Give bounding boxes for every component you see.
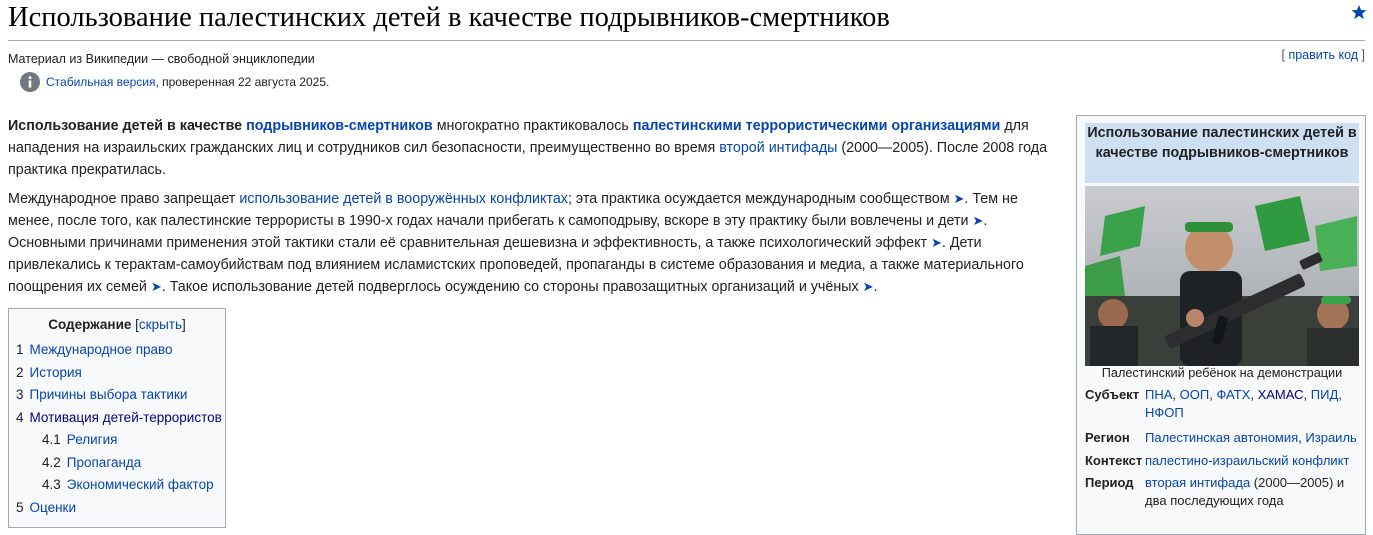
edit-code-section [1282, 48, 1366, 62]
infobox-row-period [1085, 474, 1361, 510]
toc-item[interactable] [9, 339, 225, 362]
toc-item[interactable] [9, 497, 225, 520]
link-palestinian-authority[interactable]: Палестинская автономия [1145, 430, 1299, 445]
toc-item[interactable] [9, 384, 225, 407]
toc-link[interactable]: Оценки [29, 499, 77, 515]
link-hamas[interactable]: ХАМАС [1257, 387, 1304, 402]
infobox-row-subject [1085, 386, 1361, 422]
toc-title: Содержание [48, 317, 132, 332]
separator: , [1303, 387, 1311, 402]
stable-version-link[interactable]: Стабильная версия [46, 75, 156, 89]
link-pflp[interactable]: НФОП [1145, 405, 1184, 420]
toc-number: 4.3 [42, 477, 61, 492]
link-suicide-bombers[interactable]: подрывников-смертников [246, 118, 433, 134]
toc-number: 4.2 [42, 454, 61, 470]
link-second-intifada[interactable]: второй интифады [719, 140, 838, 156]
infobox-label: Период [1085, 475, 1134, 490]
toc-link[interactable]: Международное право [29, 342, 173, 357]
separator: , [1338, 387, 1342, 402]
toc-link[interactable]: Экономический фактор [66, 477, 214, 492]
toc-item[interactable] [9, 429, 225, 452]
lead-bold-text: Использование детей в качестве [8, 118, 247, 134]
text: . Тем не менее, после того, как палестинские террористы в 1990-х годах начали прибегать к самоподрыву, вскоре в эту практику были вовлечены и дети [8, 191, 1018, 229]
link-second-intifada-infobox[interactable]: вторая интифада [1145, 475, 1251, 490]
reference-arrow-icon[interactable]: ➤ [953, 191, 965, 206]
reference-arrow-icon[interactable]: ➤ [931, 235, 942, 250]
infobox-image[interactable] [1085, 186, 1359, 366]
reference-arrow-icon[interactable]: ➤ [862, 279, 874, 294]
toc-item[interactable] [9, 452, 225, 475]
toc-link[interactable]: Причины выбора тактики [29, 387, 188, 402]
toc-item[interactable] [9, 362, 225, 385]
link-palestinian-terror-orgs[interactable]: палестинскими террористическими организациями [632, 118, 1001, 134]
text: Международное право запрещает [8, 191, 240, 207]
infobox-value [1145, 452, 1361, 470]
text: для нападения на израильских гражданских лиц и сотрудников сил безопасности, преимущественно во время [8, 118, 1029, 156]
link-fatah[interactable]: ФАТХ [1216, 387, 1251, 402]
lead-paragraph-2 [8, 188, 1064, 298]
toc-link[interactable]: Религия [66, 432, 118, 447]
infobox-value [1145, 474, 1361, 510]
text: . Дети привлекались к терактам-самоубийствам под влиянием исламистских проповедей, пропаганды в системе образования и медиа, а также материального поощрения их семей [8, 235, 1024, 295]
stable-version-notice [20, 72, 329, 92]
separator: , [1298, 430, 1306, 445]
separator: , [1209, 387, 1217, 402]
article-content [8, 115, 1064, 305]
edit-code-link[interactable]: править код [1288, 48, 1359, 62]
table-of-contents [8, 308, 226, 528]
infobox-row-region [1085, 429, 1361, 447]
infobox-label: Субъект [1085, 387, 1140, 402]
info-icon [20, 72, 40, 92]
toc-number: 3 [16, 387, 24, 402]
toc-item[interactable] [9, 407, 225, 430]
stable-version-date: , проверенная 22 августа 2025. [155, 75, 330, 89]
infobox-row-context [1085, 452, 1361, 470]
page-title: Использование палестинских детей в качестве подрывников-смертников [8, 2, 890, 33]
reference-arrow-icon[interactable]: ➤ [972, 213, 984, 228]
toc-toggle-close: ] [182, 317, 186, 332]
period-text: (2000—2005) и два последующих года [1145, 475, 1345, 508]
star-icon[interactable] [1351, 4, 1367, 20]
infobox-value [1145, 429, 1361, 447]
title-divider [8, 40, 1365, 41]
toc-number: 1 [16, 342, 24, 357]
bracket-close: ] [1358, 48, 1365, 62]
link-conflict[interactable]: палестино-израильский конфликт [1145, 453, 1350, 468]
toc-toggle-open: [ [135, 317, 139, 332]
toc-number: 4 [16, 409, 24, 425]
text: ; эта практика осуждается международным сообществом [567, 191, 954, 207]
toc-item[interactable] [9, 474, 225, 497]
link-pij[interactable]: ПИД [1310, 387, 1339, 402]
infobox-title: Использование палестинских детей в качестве подрывников-смертников [1085, 123, 1359, 183]
toc-link[interactable]: Мотивация детей-террористов [29, 409, 222, 425]
infobox-label: Регион [1085, 430, 1130, 445]
toc-header [9, 309, 225, 339]
link-plo[interactable]: ООП [1179, 387, 1210, 402]
infobox-caption: Палестинский ребёнок на демонстрации [1101, 366, 1343, 380]
separator: , [1172, 387, 1180, 402]
link-israel[interactable]: Израиль [1305, 430, 1357, 445]
text: . Основными причинами применения этой тактики стали её сравнительная дешевизна и эффективность, а также психологический эффект [8, 213, 988, 251]
separator: , [1250, 387, 1258, 402]
text: . Такое использование детей подверглось осуждению со стороны правозащитных организаций и учёных [161, 279, 863, 295]
text: . [873, 279, 878, 295]
toc-link[interactable]: Пропаганда [66, 454, 142, 470]
toc-toggle-button[interactable]: скрыть [138, 317, 183, 332]
bracket-open: [ [1281, 48, 1289, 62]
link-children-in-armed-conflicts[interactable]: использование детей в вооружённых конфликтах [239, 191, 568, 207]
toc-number: 2 [16, 364, 24, 380]
infobox-label: Контекст [1085, 453, 1143, 468]
reference-arrow-icon[interactable]: ➤ [150, 279, 162, 294]
link-pna[interactable]: ПНА [1145, 387, 1173, 402]
text: многократно практиковалось [432, 118, 633, 134]
text: (2000—2005). После 2008 года практика прекратилась. [8, 140, 1048, 178]
site-subtitle: Материал из Википедии — свободной энциклопедии [8, 52, 315, 66]
toc-link[interactable]: История [29, 364, 82, 380]
toc-number: 5 [16, 499, 24, 515]
toc-number: 4.1 [42, 432, 61, 447]
infobox [1076, 115, 1366, 535]
lead-paragraph-1 [8, 115, 1064, 181]
infobox-value [1145, 386, 1361, 422]
